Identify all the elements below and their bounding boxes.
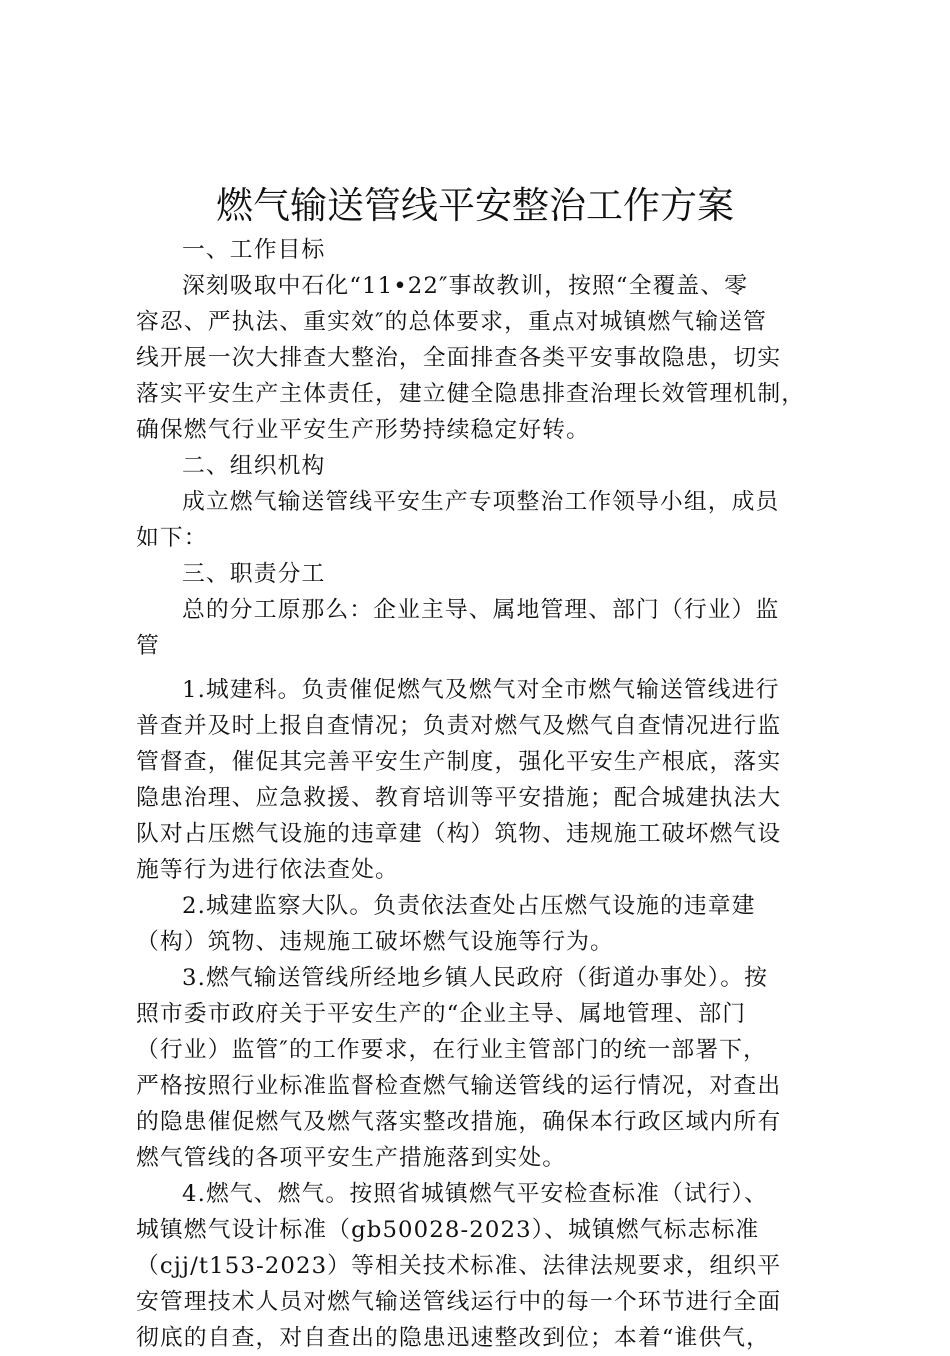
paragraph-line: 总的分工原那么：企业主导、属地管理、部门（行业）监 [182, 597, 780, 623]
list-item-line: 安管理技术人员对燃气输送管线运行中的每一个环节进行全面 [136, 1289, 782, 1315]
paragraph-line: 确保燃气行业平安生产形势持续稳定好转。 [136, 417, 591, 443]
list-item-line: 管督查，催促其完善平安生产制度，强化平安生产根底，落实 [136, 749, 782, 775]
section-heading-responsibilities: 三、职责分工 [182, 561, 326, 587]
paragraph-line: 管 [136, 633, 160, 659]
list-item-line: 1.城建科。负责催促燃气及燃气对全市燃气输送管线进行 [182, 677, 780, 703]
list-item-line: 严格按照行业标准监督检查燃气输送管线的运行情况，对查出 [136, 1073, 782, 1099]
list-item-line: 照市委市政府关于平安生产的“企业主导、属地管理、部门 [136, 1001, 747, 1027]
paragraph-line: 如下： [136, 525, 208, 551]
list-item-line: （行业）监管″的工作要求，在行业主管部门的统一部署下， [136, 1037, 767, 1063]
list-item-line: （构）筑物、违规施工破坏燃气设施等行为。 [136, 929, 614, 955]
list-item-line: 2.城建监察大队。负责依法查处占压燃气设施的违章建 [182, 893, 756, 919]
list-item-line: 队对占压燃气设施的违章建（构）筑物、违规施工破坏燃气设 [136, 821, 782, 847]
list-item-line: 隐患治理、应急救援、教育培训等平安措施；配合城建执法大 [136, 785, 782, 811]
document-body [136, 232, 826, 1356]
document-title: 燃气输送管线平安整治工作方案 [216, 184, 734, 227]
list-item-line: 燃气管线的各项平安生产措施落到实处。 [136, 1145, 567, 1171]
paragraph-line: 落实平安生产主体责任，建立健全隐患排查治理长效管理机制， [136, 381, 806, 407]
list-item-line: 的隐患催促燃气及燃气落实整改措施，确保本行政区域内所有 [136, 1109, 782, 1135]
paragraph-line: 容忍、严执法、重实效″的总体要求，重点对城镇燃气输送管 [136, 309, 767, 335]
list-item-line: 普查并及时上报自查情况；负责对燃气及燃气自查情况进行监 [136, 713, 782, 739]
section-heading-work-goal: 一、工作目标 [182, 237, 326, 263]
paragraph-line: 成立燃气输送管线平安生产专项整治工作领导小组，成员 [182, 489, 780, 515]
paragraph-line: 深刻吸取中石化“11•22″事故教训，按照“全覆盖、零 [182, 273, 749, 299]
list-item-line: 彻底的自查，对自查出的隐患迅速整改到位；本着“谁供气， [136, 1325, 771, 1351]
paragraph-line: 线开展一次大排查大整治，全面排查各类平安事故隐患，切实 [136, 345, 782, 371]
section-heading-organization: 二、组织机构 [182, 453, 326, 479]
list-item-line: （cjj/t153-2023）等相关技术标准、法律法规要求，组织平 [136, 1253, 782, 1279]
list-item-line: 施等行为进行依法查处。 [136, 857, 399, 883]
list-item-line: 3.燃气输送管线所经地乡镇人民政府（街道办事处）。按 [182, 965, 769, 991]
list-item-line: 城镇燃气设计标准（gb50028-2023）、城镇燃气标志标准 [136, 1217, 760, 1243]
list-item-line: 4.燃气、燃气。按照省城镇燃气平安检查标准（试行）、 [182, 1181, 769, 1207]
